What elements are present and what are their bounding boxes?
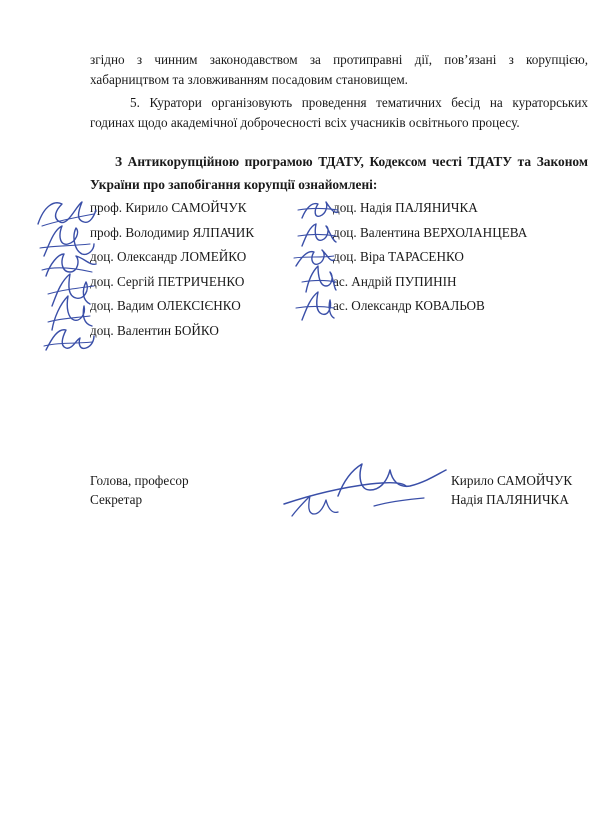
signatory-name: доц. Валентина ВЕРХОЛАНЦЕВА (333, 224, 528, 240)
signatory-name: ас. Андрій ПУПИНІН (333, 273, 457, 289)
signatory-name: ас. Олександр КОВАЛЬОВ (333, 298, 485, 313)
signature-kovalov (294, 288, 336, 324)
signatory-name: проф. Володимир ЯЛПАЧИК (90, 224, 255, 240)
paragraph-continuation: згідно з чинним законодавством за протиправні дії, пов’язані з корупцією, хабарництвом та зловживанням посадовим становищем. (90, 52, 588, 87)
signatory-name: доц. Валентин БОЙКО (90, 322, 219, 338)
signature-chair-secretary (278, 456, 450, 522)
secretary-name: Надія ПАЛЯНИЧКА (451, 492, 569, 507)
acknowledgement-heading: З Антикорупційною програмою ТДАТУ, Кодексом честі ТДАТУ та Законом України про запобігання корупції ознайомлені: (90, 154, 588, 192)
signatories-right-list (333, 196, 527, 319)
signature-pupynin (298, 262, 338, 296)
signatory-name: доц. Вадим ОЛЕКСІЄНКО (90, 298, 241, 313)
signatory-name: доц. Надія ПАЛЯНИЧКА (333, 200, 478, 215)
signature-verkholantseva (296, 220, 338, 250)
signatory-name: доц. Олександр ЛОМЕЙКО (90, 249, 247, 264)
footer-names (451, 471, 572, 509)
signatory-name: проф. Кирило САМОЙЧУК (90, 200, 247, 215)
signature-boiko (40, 322, 96, 356)
signatories-left-list (90, 196, 254, 343)
signature-yalpachyk (36, 222, 98, 262)
signatory-name: доц. Сергій ПЕТРИЧЕНКО (90, 273, 245, 289)
signature-tarasenko (292, 244, 336, 272)
chair-name: Кирило САМОЙЧУК (451, 473, 573, 488)
paragraph-5: 5. Куратори організовують проведення тематичних бесід на кураторських годинах щодо академічної доброчесності всіх учасників освітнього процесу. (90, 95, 588, 130)
footer-roles (90, 471, 189, 509)
signature-oleksiienko (44, 292, 96, 334)
signatory-name: доц. Віра ТАРАСЕНКО (333, 249, 464, 264)
secretary-role: Секретар (90, 492, 143, 507)
chair-role: Голова, професор (90, 473, 189, 488)
